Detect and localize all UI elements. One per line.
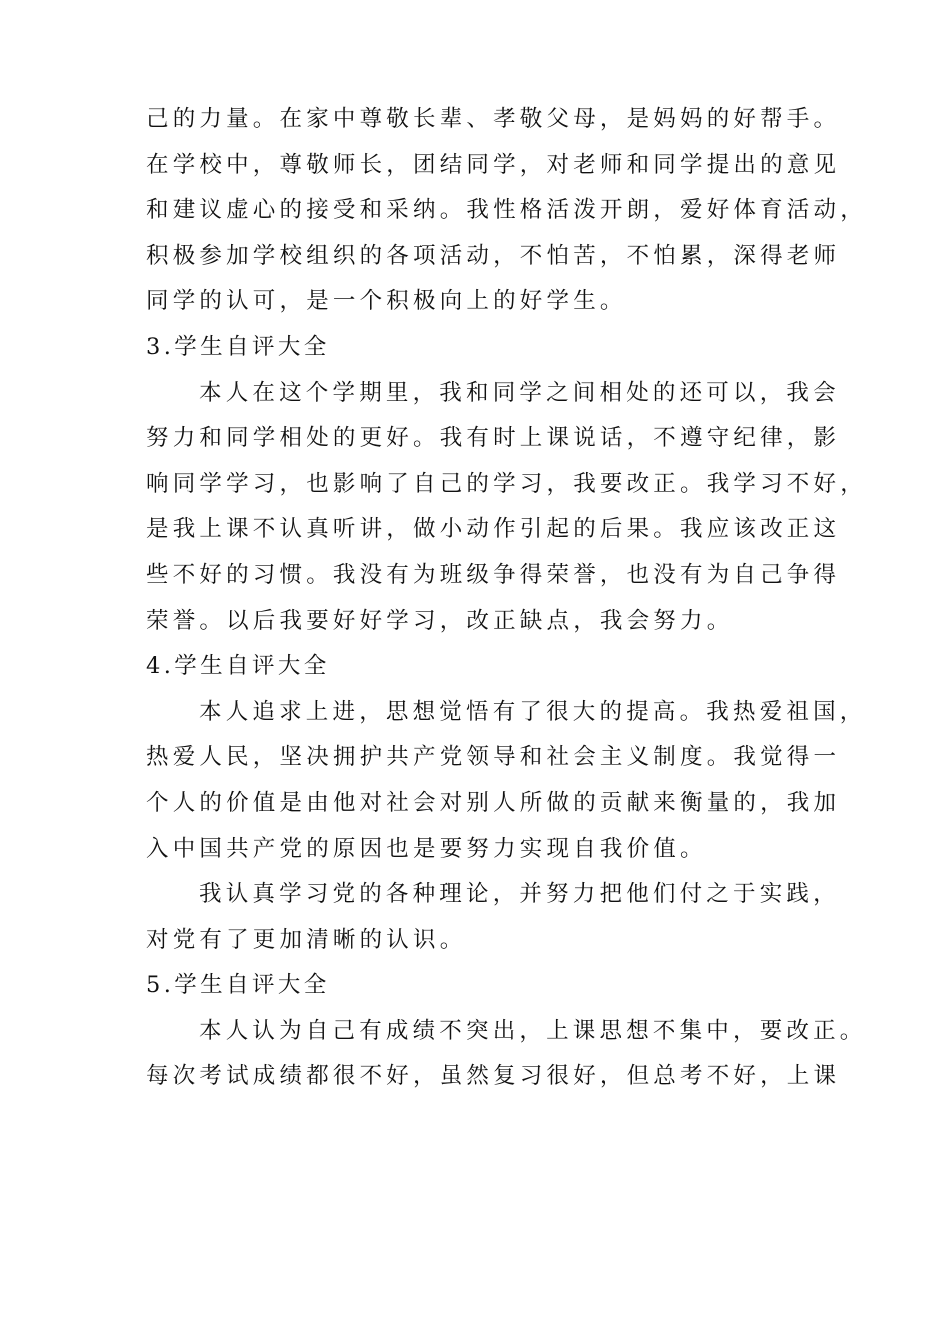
text-line: 热爱人民，坚决拥护共产党领导和社会主义制度。我觉得一: [146, 744, 841, 771]
text-line: 响同学学习，也影响了自己的学习，我要改正。我学习不好，: [146, 470, 867, 497]
paragraph-first-line: 本人追求上进，思想觉悟有了很大的提高。我热爱祖国，: [199, 698, 867, 725]
paragraph-first-line: 我认真学习党的各种理论，并努力把他们付之于实践，: [199, 881, 840, 908]
paragraph-first-line: 本人在这个学期里，我和同学之间相处的还可以，我会: [199, 379, 840, 406]
text-line: 每次考试成绩都很不好，虽然复习很好，但总考不好，上课: [146, 1063, 841, 1090]
text-line: 个人的价值是由他对社会对别人所做的贡献来衡量的，我加: [146, 789, 841, 816]
section-heading-3: 3.学生自评大全: [146, 333, 330, 360]
section-heading-5: 5.学生自评大全: [146, 972, 330, 999]
paragraph-first-line: 本人认为自己有成绩不突出，上课思想不集中，要改正。: [199, 1017, 867, 1044]
document-page: [146, 97, 867, 1100]
text-line: 些不好的习惯。我没有为班级争得荣誉，也没有为自己争得: [146, 561, 841, 588]
text-line: 对党有了更加清晰的认识。: [146, 926, 467, 953]
section-heading-4: 4.学生自评大全: [146, 653, 330, 680]
text-line: 是我上课不认真听讲，做小动作引起的后果。我应该改正这: [146, 516, 841, 543]
text-line: 积极参加学校组织的各项活动，不怕苦，不怕累，深得老师: [146, 242, 841, 269]
text-line: 和建议虚心的接受和采纳。我性格活泼开朗，爱好体育活动，: [146, 197, 867, 224]
text-line: 在学校中，尊敬师长，团结同学，对老师和同学提出的意见: [146, 151, 841, 178]
text-line: 同学的认可，是一个积极向上的好学生。: [146, 288, 627, 315]
text-line: 荣誉。以后我要好好学习，改正缺点，我会努力。: [146, 607, 734, 634]
text-line: 努力和同学相处的更好。我有时上课说话，不遵守纪律，影: [146, 425, 841, 452]
text-line: 己的力量。在家中尊敬长辈、孝敬父母，是妈妈的好帮手。: [146, 106, 841, 132]
text-line: 入中国共产党的原因也是要努力实现自我价值。: [146, 835, 707, 862]
